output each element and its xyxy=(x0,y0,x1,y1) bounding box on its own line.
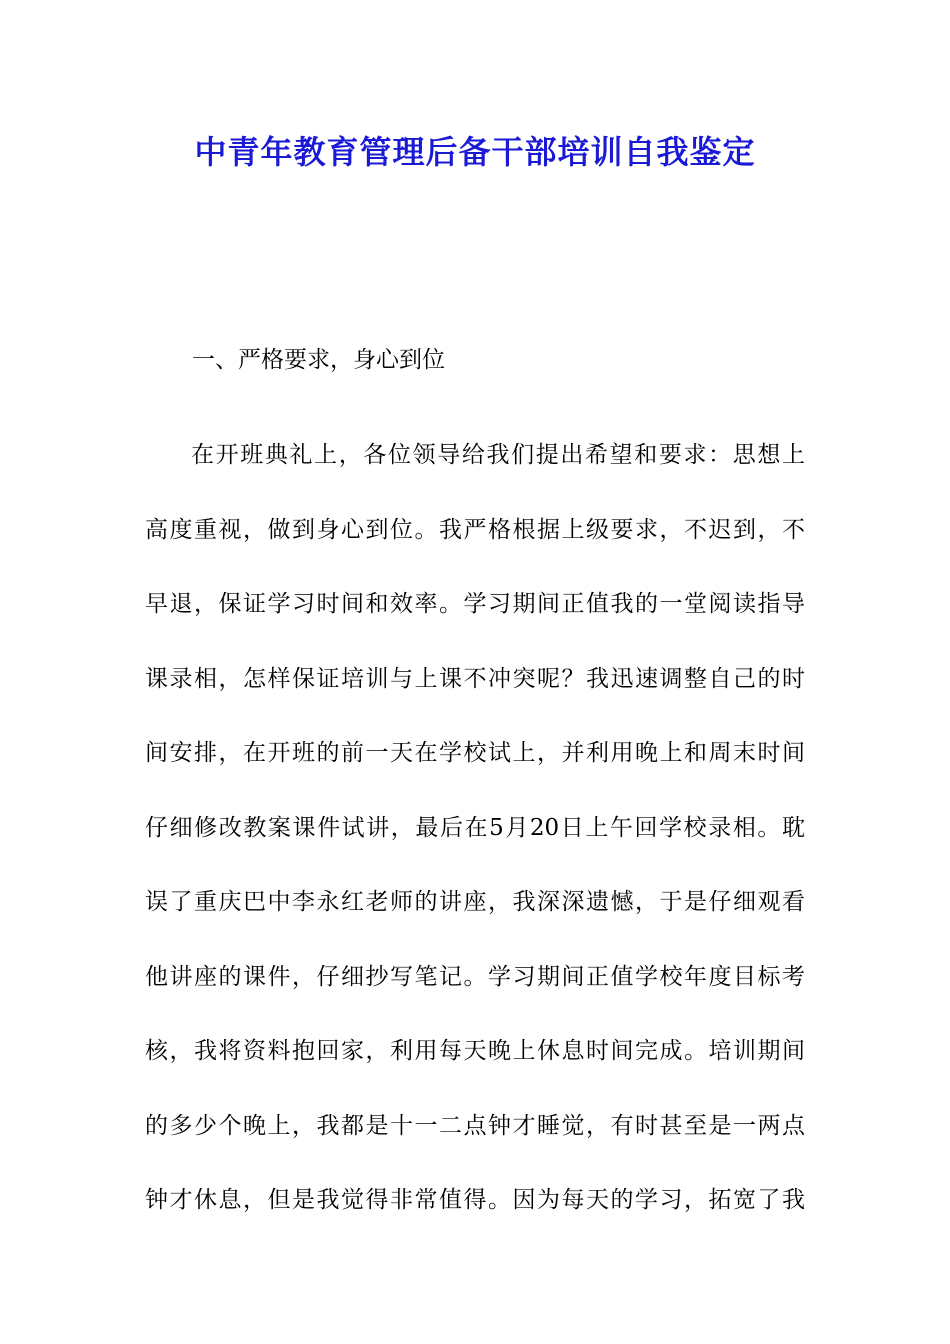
paragraph-line: 课录相，怎样保证培训与上课不冲突呢？我迅速调整自己的时 xyxy=(145,665,805,692)
paragraph-line: 的多少个晚上，我都是十一二点钟才睡觉，有时甚至是一两点 xyxy=(145,1112,805,1139)
document-title: 中青年教育管理后备干部培训自我鉴定 xyxy=(194,133,756,171)
paragraph-line: 他讲座的课件，仔细抄写笔记。学习期间正值学校年度目标考 xyxy=(145,963,805,990)
section-heading: 一、严格要求，身心到位 xyxy=(192,347,445,373)
paragraph-line: 钟才休息，但是我觉得非常值得。因为每天的学习，拓宽了我 xyxy=(145,1187,805,1213)
paragraph-line: 间安排，在开班的前一天在学校试上，并利用晚上和周末时间 xyxy=(145,740,805,766)
paragraph-line: 仔细修改教案课件试讲，最后在5月20日上午回学校录相。耽 xyxy=(145,814,805,841)
paragraph-line: 核，我将资料抱回家，利用每天晚上休息时间完成。培训期间 xyxy=(145,1038,805,1064)
paragraph-line: 早退，保证学习时间和效率。学习期间正值我的一堂阅读指导 xyxy=(145,591,805,617)
paragraph-line: 在开班典礼上，各位领导给我们提出希望和要求：思想上 xyxy=(191,442,805,468)
paragraph-line: 高度重视，做到身心到位。我严格根据上级要求，不迟到，不 xyxy=(145,516,805,543)
paragraph-body xyxy=(145,418,805,1238)
paragraph-line: 误了重庆巴中李永红老师的讲座，我深深遗憾，于是仔细观看 xyxy=(145,889,805,915)
